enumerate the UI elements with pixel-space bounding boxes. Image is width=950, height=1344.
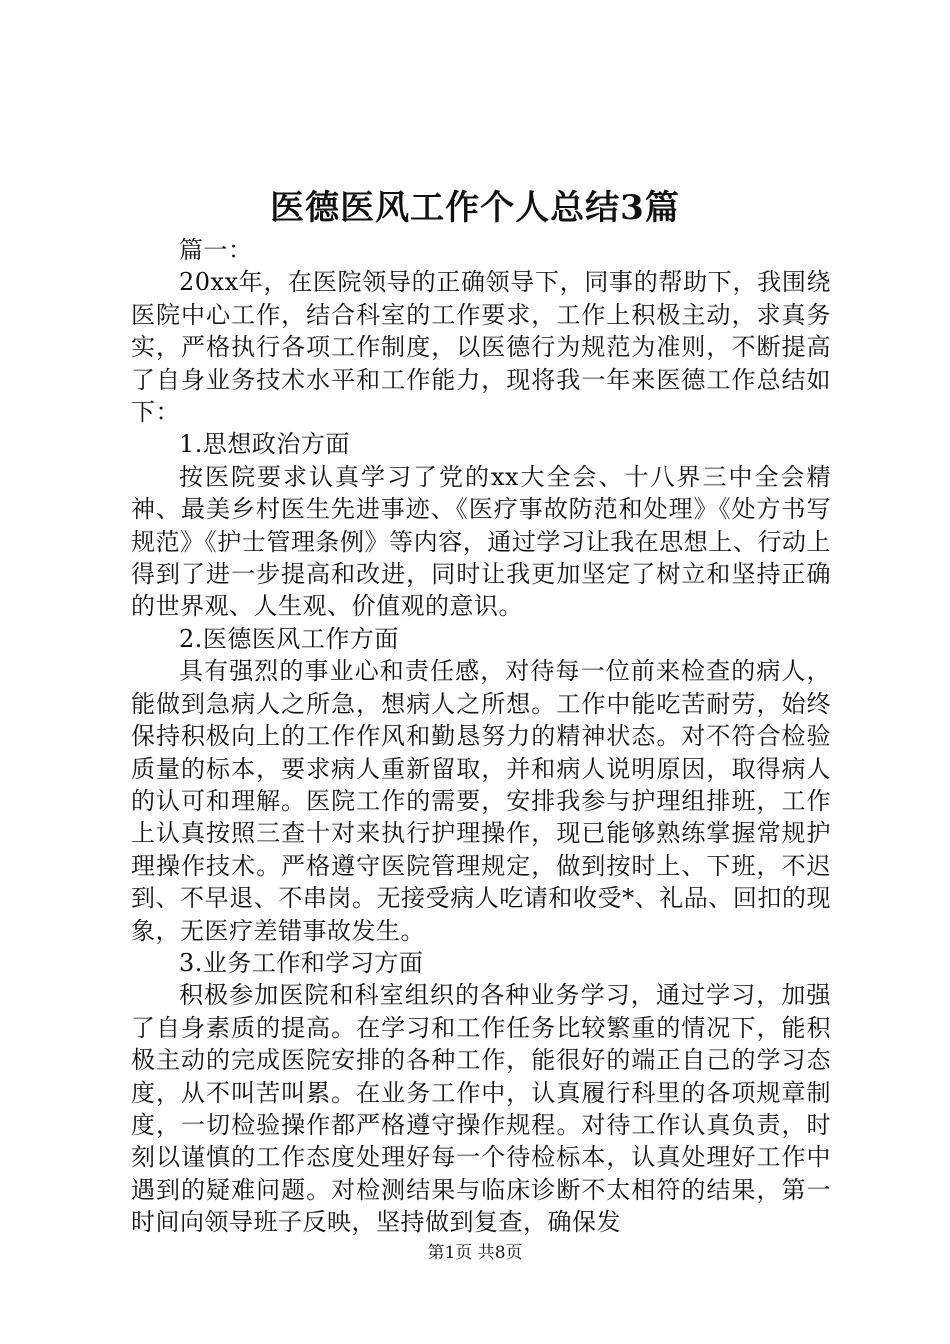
section-heading: 3.业务工作和学习方面 [179,948,424,977]
page-number: 第1页 共8页 [427,1243,523,1263]
document-title: 医德医风工作个人总结3篇 [270,188,680,228]
section-heading: 篇一： [179,236,253,264]
paragraph: 积极参加医院和科室组织的各种业务学习，通过学习，加强了自身素质的提高。在学习和工作任务比较繁重的情况下，能积极主动的完成医院安排的各种工作，能很好的端正自己的学习态度，从不叫苦叫累。在业务工作中，认真履行科里的各项规章制度，一切检验操作都严格遵守操作规程。对待工作认真负责，时刻以谨慎的工作态度处理好每一个待检标本，认真处理好工作中遇到的疑难问题。对检测结果与临床诊断不太相符的结果，第一时间向领导班子反映，坚持做到复查，确保发 [131,981,831,1237]
paragraph: 具有强烈的事业心和责任感，对待每一位前来检查的病人，能做到急病人之所急，想病人之所想。工作中能吃苦耐劳，始终保持积极向上的工作作风和勤恳努力的精神状态。对不符合检验质量的标本，要求病人重新留取，并和病人说明原因，取得病人的认可和理解。医院工作的需要，安排我参与护理组排班，工作上认真按照三查十对来执行护理操作，现已能够熟练掌握常规护理操作技术。严格遵守医院管理规定，做到按时上、下班，不迟到、不早退、不串岗。无接受病人吃请和收受*、礼品、回扣的现象，无医疗差错事故发生。 [131,657,831,945]
section-heading: 2.医德医风工作方面 [179,624,399,653]
paragraph: 按医院要求认真学习了党的xx大全会、十八界三中全会精神、最美乡村医生先进事迹、《医疗事故防范和处理》《处方书写规范》《护士管理条例》等内容，通过学习让我在思想上、行动上得到了进一步提高和改进，同时让我更加坚定了树立和坚持正确的世界观、人生观、价值观的意识。 [131,462,831,621]
section-heading: 1.思想政治方面 [179,430,350,459]
document-body [131,234,831,1239]
paragraph: 20xx年，在医院领导的正确领导下，同事的帮助下，我围绕医院中心工作，结合科室的工作要求，工作上积极主动，求真务实，严格执行各项工作制度，以医德行为规范为准则，不断提高了自身业务技术水平和工作能力，现将我一年来医德工作总结如下： [131,268,831,427]
